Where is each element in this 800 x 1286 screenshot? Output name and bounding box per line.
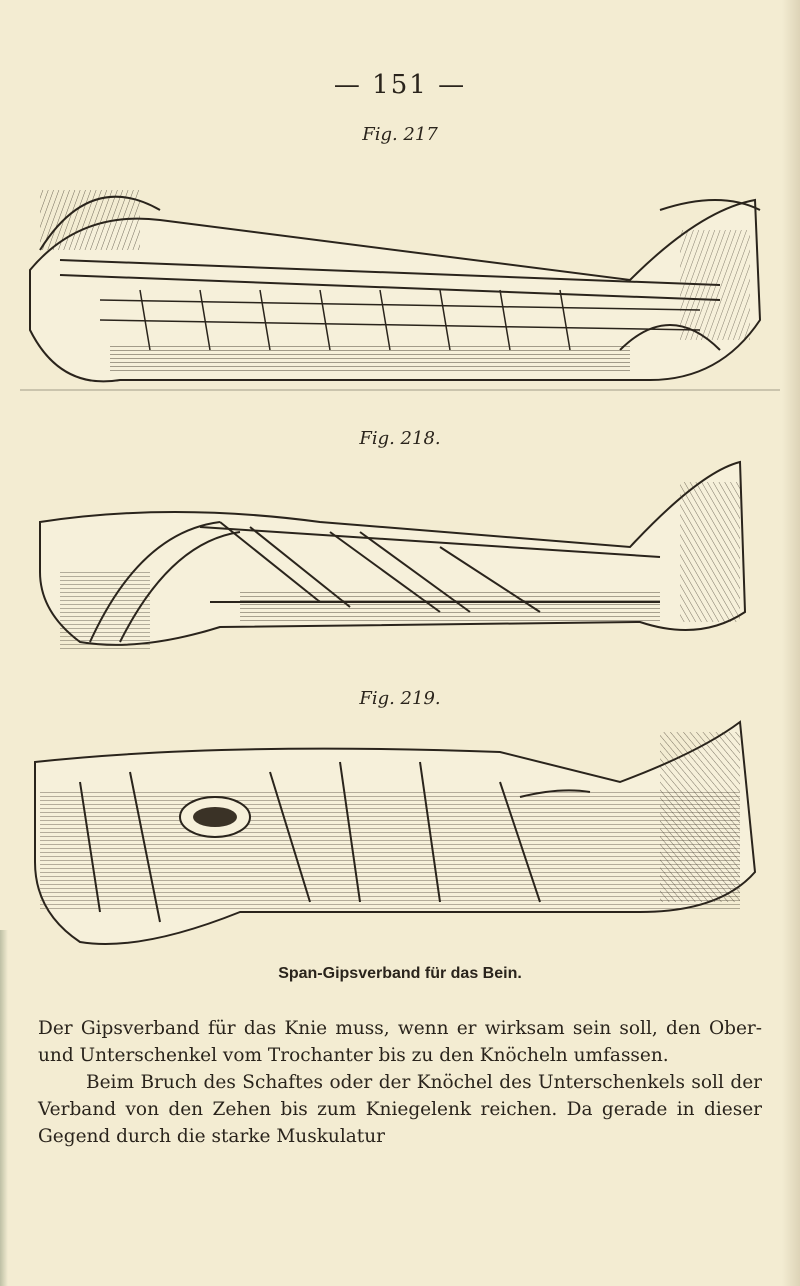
figure-219-illustration [20, 712, 780, 952]
page-edge-shadow [782, 0, 800, 1286]
figure-218-illustration [20, 452, 780, 677]
figure-217-illustration [20, 150, 780, 410]
figure-label-219: Fig. 219. [359, 688, 441, 709]
page-number: — 151 — [333, 70, 467, 100]
page-edge-stain [0, 930, 8, 1286]
body-text [38, 1015, 762, 1150]
paragraph: Beim Bruch des Schaftes oder der Knöchel des Unterschenkels soll der Verband von den Zehen bis zum Kniegelenk reichen. Da gerade in dieser Gegend durch die starke Muskulatur [38, 1072, 762, 1147]
paragraph: Der Gipsverband für das Knie muss, wenn er wirksam sein soll, den Ober- und Unterschenkel vom Trochanter bis zu den Knöcheln umfassen. [38, 1018, 762, 1066]
figure-label-217: Fig. 217 [362, 124, 438, 145]
figure-label-218: Fig. 218. [359, 428, 441, 449]
figure-caption: Span-Gipsverband für das Bein. [278, 965, 522, 982]
